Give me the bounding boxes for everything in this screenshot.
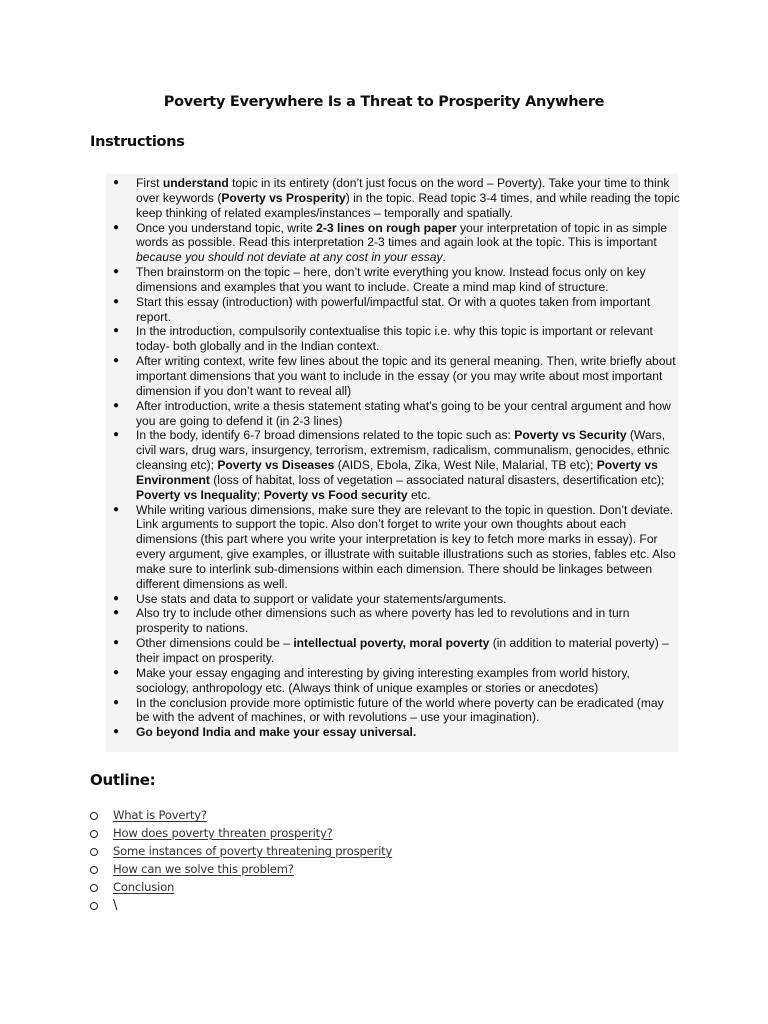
outline-list <box>90 807 392 914</box>
circle-bullet-icon <box>90 902 98 910</box>
outline-item <box>90 843 392 861</box>
italic-text: because you should not deviate at any cost in your essay <box>136 250 443 265</box>
text-run: Once you understand topic, write <box>136 220 317 235</box>
circle-bullet-icon <box>90 866 98 874</box>
outline-link[interactable]: What is Poverty? <box>113 808 207 822</box>
bullet-icon: ● <box>113 295 120 307</box>
text-run: Then brainstorm on the topic – here, don’t write everything you know. Instead focus only on key dimensions and examples that you want to include. Create a mind map kind of structure. <box>136 265 646 294</box>
bullet-icon: ● <box>113 399 120 411</box>
bullet-icon: ● <box>113 726 120 738</box>
text-run: In the body, identify 6-7 broad dimensions related to the topic such as: <box>136 428 515 443</box>
bullet-icon: ● <box>113 221 120 233</box>
text-run: (loss of habitat, loss of vegetation – associated natural disasters, desertification etc); <box>209 472 665 487</box>
bold-text: Poverty vs Prosperity <box>221 190 346 205</box>
instruction-item <box>112 666 680 696</box>
bullet-icon: ● <box>113 266 120 278</box>
outline-heading: Outline: <box>90 771 156 789</box>
text-run: your interpretation of topic in as simple words as possible. Read this interpretation 2-3 times and again look at the topic. This is important <box>136 220 668 250</box>
document-title: Poverty Everywhere Is a Threat to Prosperity Anywhere <box>163 94 605 110</box>
text-run: ; <box>257 487 264 502</box>
bullet-icon: ● <box>113 637 120 649</box>
bullet-icon: ● <box>113 696 120 708</box>
circle-bullet-icon <box>90 830 98 838</box>
text-run: Also try to include other dimensions such as where poverty has led to revolutions and in turn prosperity to nations. <box>136 606 630 636</box>
instruction-item <box>112 354 680 399</box>
bullet-icon: ● <box>113 325 120 337</box>
outline-item <box>90 825 392 843</box>
instruction-item <box>112 399 680 429</box>
bullet-icon: ● <box>113 592 120 604</box>
outline-item <box>90 879 392 897</box>
instruction-item <box>112 606 680 636</box>
text-run: ) in the topic. Read topic 3-4 times, and while reading the topic keep thinking of related examples/instances – temporally and spatially. <box>136 190 680 220</box>
bold-text: Go beyond India and make your essay universal. <box>136 725 417 740</box>
bold-text: Poverty vs Security <box>514 428 627 443</box>
outline-item <box>90 807 392 825</box>
text-run: . <box>442 250 446 265</box>
text-run: First <box>136 176 163 190</box>
outline-item <box>90 861 392 879</box>
circle-bullet-icon <box>90 848 98 856</box>
bullet-icon: ● <box>113 355 120 367</box>
outline-link[interactable]: Some instances of poverty threatening prosperity <box>113 843 393 858</box>
instruction-item <box>112 221 680 266</box>
text-run: etc. <box>407 487 431 502</box>
text-run: In the introduction, compulsorily contextualise this topic i.e. why this topic is important or relevant today- both globally and in the Indian context. <box>136 324 653 354</box>
bold-text: intellectual poverty, moral poverty <box>293 636 490 651</box>
outline-item <box>90 897 392 915</box>
text-run: (in addition to material poverty) – their impact on prosperity. <box>136 636 669 665</box>
bold-text: Poverty vs Diseases <box>217 458 335 473</box>
instruction-item <box>112 592 680 607</box>
text-run: Make your essay engaging and interesting by giving interesting examples from world history, sociology, anthropology etc. (Always think of unique examples or stories or anecdotes) <box>136 665 630 695</box>
bold-text: 2-3 lines on rough paper <box>316 220 457 235</box>
instructions-list <box>112 176 680 740</box>
text-run: Start this essay (introduction) with powerful/impactful stat. Or with a quotes taken from important report. <box>136 294 651 324</box>
bullet-icon: ● <box>113 666 120 678</box>
bold-text: understand <box>162 176 229 190</box>
text-run: After introduction, write a thesis statement stating what’s going to be your central argument and how you are going to defend it (in 2-3 lines) <box>136 398 671 428</box>
bold-text: Poverty vs Environment <box>136 458 658 487</box>
instruction-item <box>112 265 680 295</box>
instructions-heading: Instructions <box>90 134 185 150</box>
instruction-item <box>112 725 680 740</box>
circle-bullet-icon <box>90 884 98 892</box>
instruction-item <box>112 324 680 354</box>
outline-link[interactable]: Conclusion <box>113 879 175 894</box>
text-run: In the conclusion provide more optimistic future of the world where poverty can be eradicated (may be with the advent of machines, or with revolutions – use your imagination). <box>136 695 664 725</box>
bullet-icon: ● <box>113 429 120 441</box>
outline-link[interactable]: How can we solve this problem? <box>113 861 294 876</box>
instruction-item <box>112 696 680 726</box>
instruction-item <box>112 503 680 592</box>
bold-text: Poverty vs Food security <box>263 487 408 502</box>
text-run: (AIDS, Ebola, Zika, West Nile, Malarial, TB etc); <box>334 458 597 473</box>
text-run: Other dimensions could be – <box>136 636 294 651</box>
outline-text: \ <box>113 897 118 913</box>
circle-bullet-icon <box>90 812 98 820</box>
instruction-item <box>112 295 680 325</box>
bullet-icon: ● <box>113 503 120 515</box>
bold-text: Poverty vs Inequality <box>136 487 257 502</box>
text-run: After writing context, write few lines about the topic and its general meaning. Then, write briefly about important dimensions that you want to include in the essay (or you may write about most important dimension if you don’t want to reveal all) <box>136 354 676 398</box>
text-run: (Wars, civil wars, drug wars, insurgency, terrorism, extremism, radicalism, communalism, genocides, ethnic cleansing etc); <box>136 428 670 473</box>
instruction-item <box>112 428 680 502</box>
bullet-icon: ● <box>113 607 120 619</box>
instruction-item <box>112 176 680 221</box>
bullet-icon: ● <box>113 177 120 188</box>
outline-link[interactable]: How does poverty threaten prosperity? <box>113 825 333 840</box>
instruction-item <box>112 636 680 666</box>
text-run: topic in its entirety (don’t just focus on the word – Poverty). Take your time to think over keywords ( <box>136 176 670 205</box>
text-run: While writing various dimensions, make sure they are relevant to the topic in question. Don’t deviate. Link arguments to support the topic. Also don’t forget to write your own thoughts about each dimensions (this part where you write your interpretation is key to fetch more marks in essay). For every argument, give examples, or illustrate with suitable illustrations such as stories, fables etc. Also make sure to interlink sub-dimensions within each dimension. There should be linkages between different dimensions as well. <box>136 502 676 591</box>
text-run: Use stats and data to support or validate your statements/arguments. <box>136 591 507 606</box>
